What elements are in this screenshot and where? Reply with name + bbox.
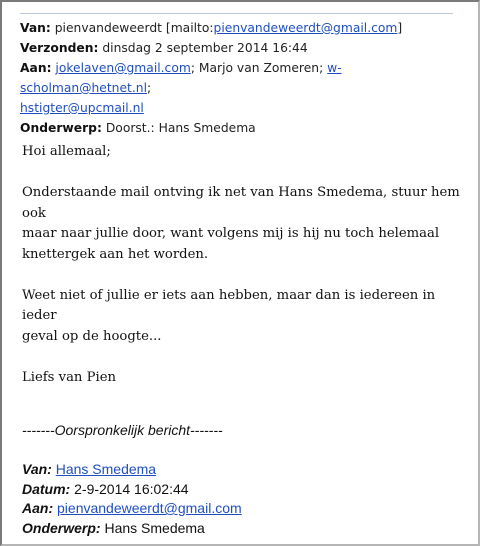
to-separator-1: ; Marjo van Zomeren; — [190, 61, 328, 75]
paragraph-1-line-1: Onderstaande mail ontving ik net van Hans Smedema, stuur hem ook — [22, 185, 460, 221]
original-from-row — [22, 460, 472, 480]
from-label: Van: — [20, 21, 51, 35]
original-message-divider: -------Oorspronkelijk bericht------- — [22, 422, 223, 438]
greeting: Hoi allemaal; — [22, 144, 111, 159]
paragraph-2-line-2: geval op de hoogte... — [22, 328, 162, 344]
from-mailto-suffix: ] — [397, 21, 403, 35]
original-message — [22, 421, 472, 538]
to-email-link-3[interactable]: hstigter@upcmail.nl — [20, 101, 144, 115]
original-subject-label: Onderwerp: — [22, 519, 101, 536]
to-email-link-2[interactable]: w-scholman@hetnet.nl — [20, 61, 342, 95]
sent-row — [20, 38, 470, 58]
subject-value: Doorst.: Hans Smedema — [105, 121, 256, 135]
to-email-link-1[interactable]: jokelaven@gmail.com — [55, 61, 191, 75]
from-row — [20, 18, 470, 38]
from-email-link[interactable]: pienvandeweerdt@gmail.com — [213, 21, 398, 35]
subject-label: Onderwerp: — [20, 121, 102, 135]
original-date-value: 2-9-2014 16:02:44 — [74, 480, 189, 497]
to-separator-2: ; — [147, 81, 152, 95]
to-row-continued — [20, 98, 470, 118]
paragraph-1-line-2: maar naar jullie door, want volgens mij is hij nu toch helemaal — [22, 226, 440, 241]
original-to-row — [22, 499, 472, 519]
original-to-label: Aan: — [22, 500, 54, 516]
original-subject-row — [22, 519, 472, 539]
sent-value: dinsdag 2 september 2014 16:44 — [102, 41, 308, 55]
header-divider — [20, 13, 453, 14]
closing: Liefs van Pien — [22, 369, 117, 385]
original-from-link[interactable]: Hans Smedema — [55, 461, 157, 477]
from-mailto-prefix: [mailto: — [165, 21, 214, 35]
original-from-label: Van: — [22, 461, 52, 477]
paragraph-1-line-3: knettergek aan het worden. — [22, 246, 209, 262]
from-name: pienvandeweerdt — [54, 21, 162, 35]
message-body — [22, 142, 472, 388]
to-label: Aan: — [20, 61, 52, 75]
original-date-label: Datum: — [22, 480, 71, 497]
original-date-row — [22, 480, 472, 500]
original-to-link[interactable]: pienvandeweerdt@gmail.com — [57, 500, 242, 516]
subject-row — [20, 118, 470, 138]
to-row — [20, 58, 470, 98]
sent-label: Verzonden: — [20, 41, 99, 55]
original-subject-value: Hans Smedema — [104, 519, 205, 536]
email-header — [20, 18, 470, 138]
paragraph-2-line-1: Weet niet of jullie er iets aan hebben, maar dan is iedereen in ieder — [22, 287, 436, 323]
